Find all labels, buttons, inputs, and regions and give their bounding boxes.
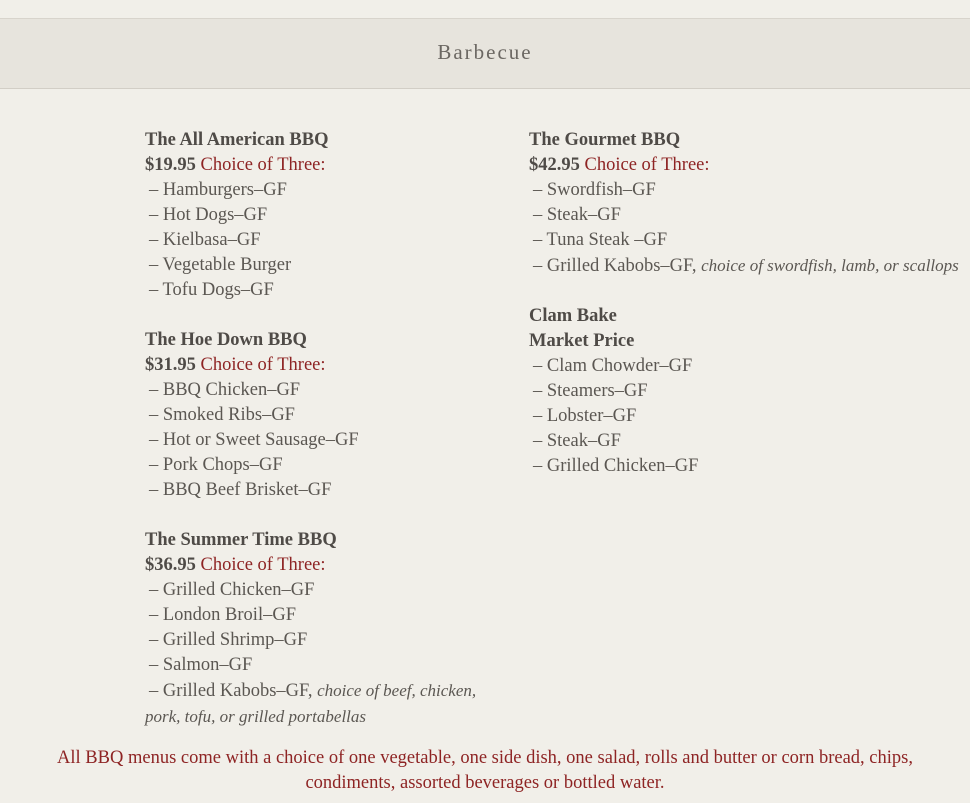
package-clam-bake [529, 304, 969, 479]
footer-note: All BBQ menus come with a choice of one vegetable, one side dish, one salad, rolls and butter or corn bread, chips, condiments, assorted beverages or bottled water. [57, 748, 913, 793]
menu-item: – Hamburgers–GF [149, 180, 287, 200]
menu-item: – Salmon–GF [149, 655, 253, 675]
package-title: The Summer Time BBQ [145, 530, 337, 550]
package-title: The Gourmet BBQ [529, 130, 681, 150]
package-hoe-down [145, 328, 490, 503]
menu-item: – Kielbasa–GF [149, 230, 261, 250]
menu-item: – Hot Dogs–GF [149, 205, 268, 225]
menu-item: – BBQ Beef Brisket–GF [149, 480, 332, 500]
choice-label: Choice of Three: [200, 555, 326, 575]
choice-label: Choice of Three: [200, 355, 326, 375]
menu-item-note: choice of swordfish, lamb, or scallops [701, 256, 959, 275]
price-line [145, 153, 490, 178]
menu-item: – Grilled Chicken–GF [533, 456, 699, 476]
choice-label: Choice of Three: [200, 155, 326, 175]
package-all-american [145, 128, 490, 303]
package-price: Market Price [529, 331, 635, 351]
package-price: $31.95 [145, 355, 196, 375]
choice-label: Choice of Three: [584, 155, 710, 175]
price-line [529, 329, 969, 354]
price-line [529, 153, 969, 178]
menu-item: – Clam Chowder–GF [533, 356, 693, 376]
menu-item-note: choice of beef, chicken, pork, tofu, or grilled portabellas [145, 681, 477, 726]
menu-item: – Pork Chops–GF [149, 455, 283, 475]
package-gourmet [529, 128, 969, 279]
menu-item: – Grilled Shrimp–GF [149, 630, 308, 650]
package-price: $19.95 [145, 155, 196, 175]
package-summer-time [145, 528, 490, 730]
price-line [145, 353, 490, 378]
menu-item: – Steak–GF [533, 431, 621, 451]
menu-item: – London Broil–GF [149, 605, 296, 625]
menu-item: – Steak–GF [533, 205, 621, 225]
menu-item: – Tuna Steak –GF [533, 230, 668, 250]
menu-item: – Swordfish–GF [533, 180, 656, 200]
package-title: The Hoe Down BBQ [145, 330, 307, 350]
menu-item: – Tofu Dogs–GF [149, 280, 274, 300]
section-header [0, 18, 970, 89]
menu-item: – Vegetable Burger [149, 255, 292, 275]
menu-item-label: – Grilled Kabobs–GF, [533, 256, 702, 276]
menu-item: – Grilled Chicken–GF [149, 580, 315, 600]
menu-item-with-note [145, 678, 485, 730]
menu-item: – Hot or Sweet Sausage–GF [149, 430, 359, 450]
package-title: Clam Bake [529, 306, 617, 326]
right-menu-column [529, 128, 969, 504]
price-line [145, 553, 490, 578]
left-menu-column [145, 128, 490, 755]
menu-item: – BBQ Chicken–GF [149, 380, 301, 400]
package-title: The All American BBQ [145, 130, 329, 150]
menu-item: – Smoked Ribs–GF [149, 405, 295, 425]
menu-item-with-note [529, 253, 969, 279]
package-price: $42.95 [529, 155, 580, 175]
menu-item-label: – Grilled Kabobs–GF, [149, 681, 318, 701]
page-title: Barbecue [437, 40, 533, 64]
package-price: $36.95 [145, 555, 196, 575]
menu-item: – Steamers–GF [533, 381, 648, 401]
menu-item: – Lobster–GF [533, 406, 637, 426]
